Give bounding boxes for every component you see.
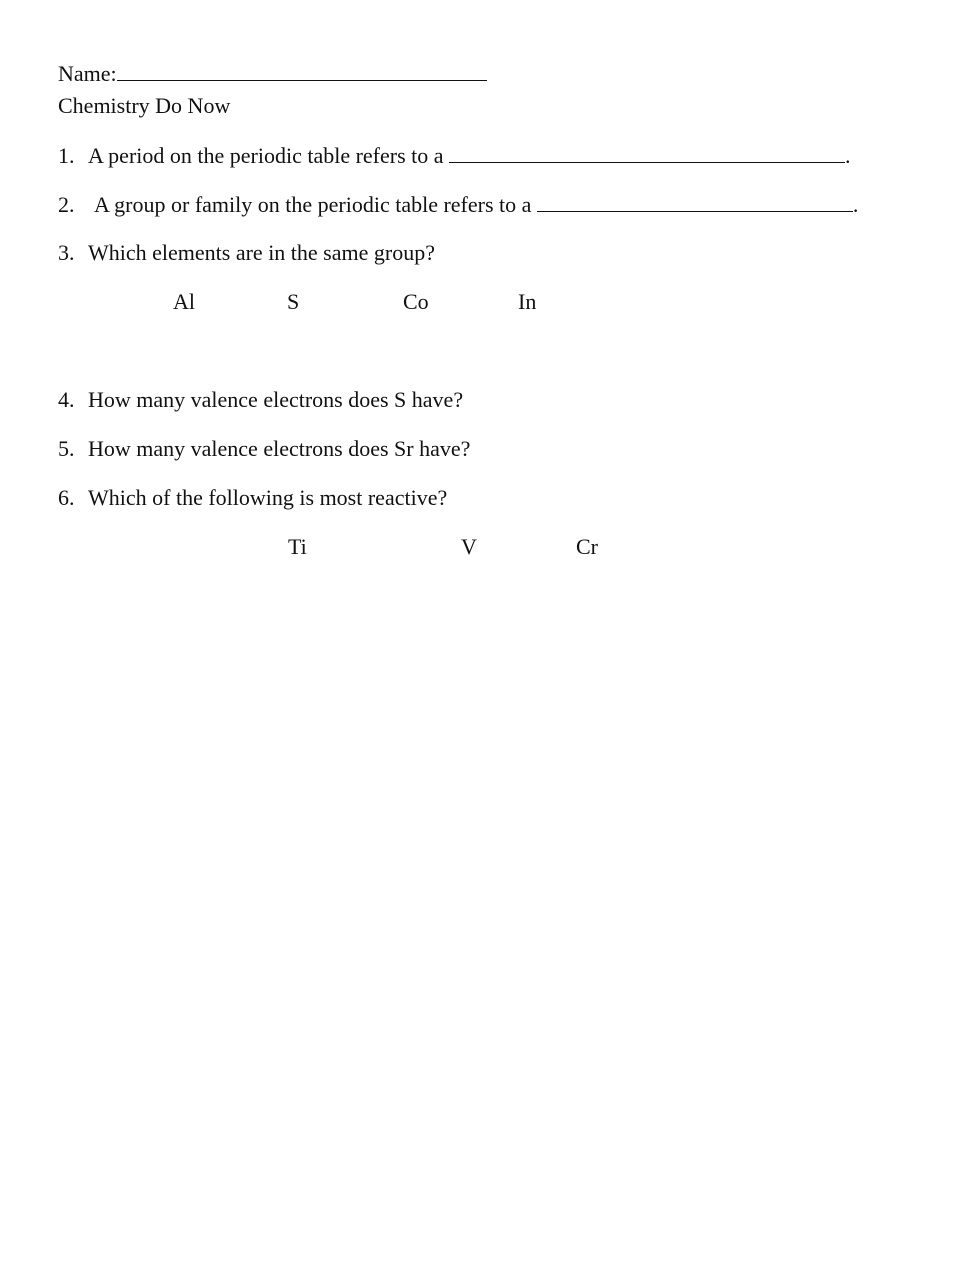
question-text: Which of the following is most reactive? bbox=[88, 485, 448, 510]
q3-choice-in: In bbox=[518, 289, 537, 314]
question-number: 2. bbox=[58, 192, 75, 217]
question-3 bbox=[58, 242, 435, 264]
question-text: How many valence electrons does S have? bbox=[88, 387, 464, 412]
q6-choice-v: V bbox=[461, 534, 477, 559]
question-4 bbox=[58, 389, 463, 411]
answer-blank-2[interactable] bbox=[537, 193, 853, 212]
question-number: 5. bbox=[58, 436, 75, 461]
q3-choice-co: Co bbox=[403, 289, 429, 314]
question-text-end: . bbox=[852, 192, 859, 217]
name-label: Name: bbox=[58, 61, 117, 86]
question-text: How many valence electrons does Sr have? bbox=[88, 436, 471, 461]
page-title: Chemistry Do Now bbox=[58, 93, 231, 118]
q6-choice-ti: Ti bbox=[288, 534, 307, 559]
question-number: 3. bbox=[58, 240, 75, 265]
question-2 bbox=[58, 193, 858, 216]
question-6 bbox=[58, 487, 447, 509]
question-text: A period on the periodic table refers to a bbox=[88, 143, 444, 168]
q3-choice-al: Al bbox=[173, 289, 195, 314]
question-text: A group or family on the periodic table refers to a bbox=[94, 192, 532, 217]
question-number: 1. bbox=[58, 143, 75, 168]
answer-blank-1[interactable] bbox=[449, 144, 845, 163]
name-line bbox=[58, 62, 487, 85]
question-text-end: . bbox=[845, 143, 851, 168]
name-blank[interactable] bbox=[117, 62, 487, 81]
question-text: Which elements are in the same group? bbox=[88, 240, 435, 265]
question-number: 6. bbox=[58, 485, 75, 510]
question-number: 4. bbox=[58, 387, 75, 412]
question-5 bbox=[58, 438, 470, 460]
q6-choice-cr: Cr bbox=[576, 534, 598, 559]
question-1 bbox=[58, 144, 851, 167]
q3-choice-s: S bbox=[287, 289, 300, 314]
